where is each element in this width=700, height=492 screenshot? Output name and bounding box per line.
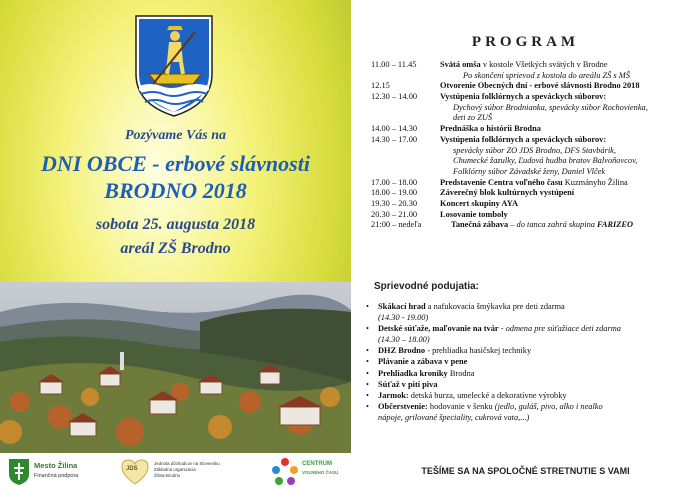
schedule-performers: Folklórny súbor Závadské ženy, Daniel Vlček [453,166,606,176]
schedule-row [371,146,696,157]
event-year-title: BRODNO 2018 [104,178,247,203]
side-event-item [366,368,696,379]
side-event-text [378,345,531,356]
text-run: FARIZEO [597,220,634,230]
text-run: detská burza, umelecké a dekoratívne výrobky [408,390,567,400]
text-run: Kuzmányho Žilina [562,177,628,187]
schedule-performers: Chumecké žazulky, Ľudová hudba bratov Balvoňovcov, [453,156,638,166]
bullet-icon: • [366,379,369,389]
schedule-row [371,81,696,92]
jds-line: Jednota dôchodcov na Slovensku [154,461,220,466]
cvc-text [302,461,338,476]
side-event-note: (14.30 - 19.00) [378,313,429,323]
schedule-description [440,60,608,71]
text-run: Tanečná zábava [451,220,509,230]
schedule-time: 21:00 – nedeľa [371,220,422,230]
schedule-row [371,113,696,124]
side-event-text [378,390,567,401]
cvc-logo-icon [270,456,300,488]
schedule-row [371,188,696,199]
text-run: v kostole Všetkých svätých v Brodne [480,60,608,69]
text-run: Prehliadka kroniky [378,368,448,378]
schedule-time: 17.00 – 18.00 [371,177,418,187]
text-run: - prehliadka hasičskej techniky [425,346,532,356]
schedule-row [371,124,696,135]
schedule-row [371,199,696,210]
cvc-line: CENTRUM [302,461,332,467]
text-run: - odmena pre súťažiace deti zdarma [498,324,621,334]
jds-text [154,461,220,479]
schedule-time: 14.30 – 17.00 [371,134,418,144]
side-event-text [378,379,438,390]
zilina-crest-icon [8,458,30,486]
schedule-time: 14.00 – 14.30 [371,124,418,134]
coat-of-arms-icon [131,12,217,120]
text-run: Občerstvenie: [378,401,428,411]
schedule-row [371,103,696,114]
text-run: Skákací hrad [378,302,426,311]
schedule-performers: Dychový súbor Brodnianka, spevácky súbor Rochovienka, [453,102,648,112]
side-event-item [366,412,696,423]
text-run: Koncert skupiny AYA [440,198,519,208]
schedule-row [371,220,696,231]
schedule-description [440,188,574,199]
schedule-description [440,81,640,92]
program-schedule [371,60,696,231]
schedule-performers: spevácky súbor ZO JDS Brodno, DFS Stavbárik, [453,145,616,155]
schedule-row [371,156,696,167]
schedule-row [371,71,696,82]
text-run: Detské súťaže, maľovanie na tvár [378,324,499,334]
side-event-item [366,334,696,345]
schedule-row [371,135,696,146]
text-run: Svätá omša [440,60,481,69]
jds-line: Žilina-Brodno [154,473,181,478]
bullet-icon: • [366,368,369,378]
jds-badge: JDS [126,466,138,472]
schedule-time: 12.15 [371,81,390,91]
text-run: a nafukovacia šmýkavka pre deti zdarma [425,302,565,311]
side-event-item [366,401,696,412]
schedule-time: 20.30 – 21.00 [371,209,418,219]
side-event-note: nápoje, grilované špeciality, cukrová vata,...) [378,412,530,422]
bullet-icon: • [366,302,369,311]
side-event-item [366,390,696,401]
side-event-text [378,301,565,312]
schedule-row [371,60,696,71]
schedule-description [440,199,518,210]
jds-heart-icon [120,457,150,487]
side-event-item [366,356,696,367]
city-sponsor-name: Mesto Žilina [34,461,78,470]
schedule-row [371,210,696,221]
program-title: PROGRAM [471,34,580,50]
village-landscape-photo [0,282,351,453]
city-sponsor-sub: Finančná podpora [34,473,79,479]
schedule-time: 18.00 – 19.00 [371,188,418,198]
text-run: Záverečný blok kultúrnych vystúpení [440,188,575,198]
text-run: Vystúpenia folklórnych a speváckych súborov: [440,92,607,102]
side-event-text [378,323,621,334]
schedule-description [440,124,541,135]
event-title: DNI OBCE - erbové slávnosti [41,151,310,176]
text-run: Predstavenie Centra voľného času [440,177,563,187]
text-run: (jedlo, guláš, pivo, alko i nealko [494,401,603,411]
text-run: Otvorenie Obecných dní - erbové slávnosti Brodno 2018 [440,81,640,91]
schedule-description [440,92,606,103]
bullet-icon: • [366,324,369,334]
schedule-description [440,178,628,189]
side-event-text [378,368,475,379]
jds-line: Základná organizácia [154,467,196,472]
text-run: Súťaž v pití piva [378,379,438,389]
side-event-text [378,356,467,367]
text-run: Jarmok: [378,390,409,400]
text-run: Prednáška o histórii Brodna [440,124,541,134]
side-event-note: (14.30 – 18.00) [378,335,430,345]
sponsors-bar [0,453,351,492]
text-run: Losovanie tomboly [440,209,508,219]
schedule-row [371,178,696,189]
event-date: sobota 25. augusta 2018 [95,216,256,233]
text-run: hodovanie v šenku [427,401,495,411]
event-place: areál ZŠ Brodno [120,240,231,257]
side-event-text [378,401,603,412]
schedule-description [440,210,508,221]
side-events-list [366,301,696,423]
text-run: Plávanie a zábava v pene [378,357,468,367]
side-events-title: Sprievodné podujatia: [374,281,480,292]
bullet-icon: • [366,390,369,400]
side-event-item [366,301,696,312]
invitation-line: Pozývame Vás na [124,128,227,143]
schedule-time: 12.30 – 14.00 [371,92,418,102]
text-run: Vystúpenia folklórnych a speváckych súborov: [440,134,607,144]
bullet-icon: • [366,401,369,411]
schedule-row [371,92,696,103]
closing-message: TEŠÍME SA NA SPOLOČNÉ STRETNUTIE S VAMI [421,466,630,476]
text-run: Brodna [447,368,475,378]
side-event-item [366,312,696,323]
schedule-performers: Po skončení sprievod z kostola do areálu ZŠ s MŠ [463,70,630,80]
text-run: DHZ Brodno [378,346,426,356]
side-event-item [366,323,696,334]
schedule-performers: deti zo ZUŠ [453,113,493,123]
bullet-icon: • [366,357,369,367]
schedule-description [451,220,633,231]
schedule-row [371,167,696,178]
side-event-item [366,379,696,390]
bullet-icon: • [366,346,369,356]
cvc-line: VOĽNÉHO ČASU [302,469,339,475]
side-event-item [366,345,696,356]
schedule-time: 11.00 – 11.45 [371,60,417,69]
text-run: – do tanca zahrá skupina [508,220,598,230]
schedule-time: 19.30 – 20.30 [371,198,418,208]
schedule-description [440,135,606,146]
